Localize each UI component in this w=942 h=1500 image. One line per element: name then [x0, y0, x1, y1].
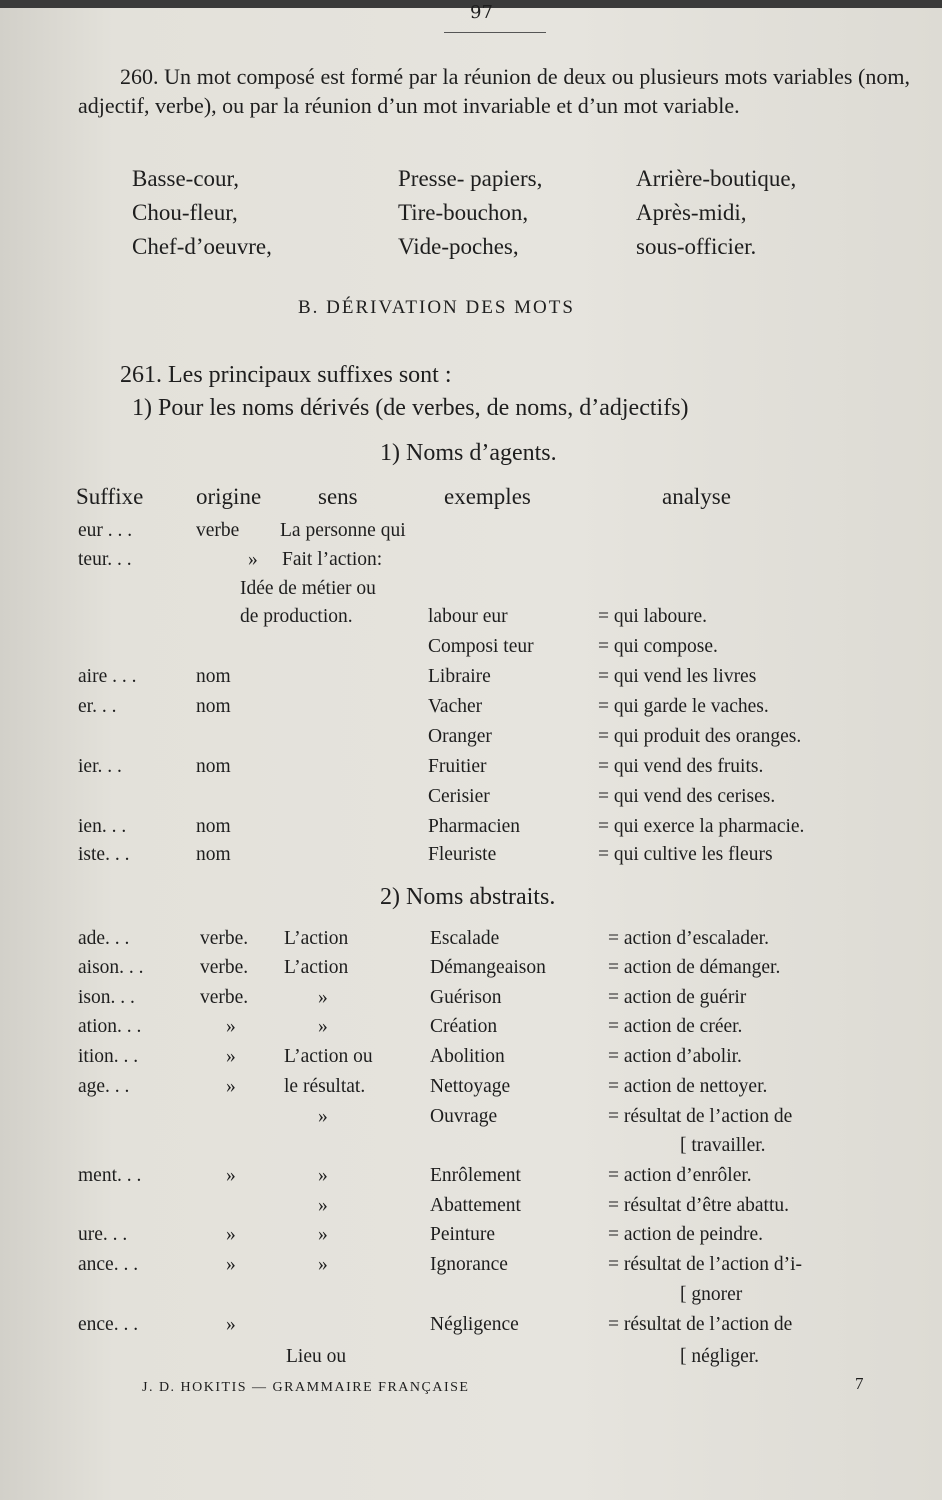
table-cell-example: Vacher [428, 696, 483, 717]
compound-example: Tire-bouchon, [398, 200, 529, 225]
table-cell-suffix: er. . . [78, 696, 117, 717]
table-cell-suffix: aire . . . [78, 666, 137, 687]
table-cell-analysis: = résultat de l’action d’i- [608, 1254, 803, 1275]
table-cell-suffix: eur . . . [78, 520, 133, 541]
table-cell-origin: » [226, 1046, 236, 1067]
table-cell-example: Libraire [428, 666, 491, 687]
table-cell-origin: » [226, 1224, 236, 1245]
table-cell-example: Fruitier [428, 756, 487, 777]
compound-example: Basse-cour, [132, 166, 240, 191]
table-cell-example: Nettoyage [430, 1076, 511, 1097]
table-cell-sense: » [318, 1254, 328, 1275]
table-cell-suffix: ison. . . [78, 987, 135, 1008]
table-cell-example: Pharmacien [428, 816, 521, 837]
paragraph-260 [78, 62, 910, 120]
table-cell-sense: L’action ou [284, 1046, 373, 1067]
page-number-rule [444, 32, 546, 33]
header-sense: sens [318, 484, 358, 509]
compound-example: Vide-poches, [398, 234, 519, 259]
table-cell-origin: » [226, 1076, 236, 1097]
compound-example: Presse- papiers, [398, 166, 543, 191]
table-cell-analysis: = qui laboure. [598, 606, 708, 627]
subsection-1-title: 1) Noms d’agents. [380, 440, 557, 466]
header-examples: exemples [444, 484, 531, 509]
table-cell-suffix: ition. . . [78, 1046, 139, 1067]
table-cell-suffix: ence. . . [78, 1314, 139, 1335]
table-cell-example: Ouvrage [430, 1106, 498, 1127]
table-cell-example: Ignorance [430, 1254, 508, 1275]
table-cell-analysis: = action de guérir [608, 987, 747, 1008]
table-cell-sense: L’action [284, 957, 349, 978]
header-origin: origine [196, 484, 262, 509]
table-cell-example: Peinture [430, 1224, 495, 1245]
table-cell-origin: » [226, 1254, 236, 1275]
table-cell-sense: » [318, 1106, 328, 1127]
table-cell-sense: » [318, 987, 328, 1008]
compound-example: sous-officier. [636, 234, 757, 259]
table-cell-example: Création [430, 1016, 498, 1037]
table-cell-sense: Fait l’action: [282, 549, 383, 570]
header-analysis: analyse [662, 484, 731, 509]
table-cell-origin: nom [196, 756, 231, 777]
table-cell-analysis: = qui vend les livres [598, 666, 757, 687]
table-cell-analysis: [ travailler. [680, 1135, 766, 1156]
table-cell-example: Cerisier [428, 786, 490, 807]
footer-sheet-number: 7 [855, 1374, 865, 1393]
table-cell-analysis: = qui cultive les fleurs [598, 844, 773, 865]
table-cell-sense: Idée de métier ou [240, 578, 376, 599]
table-cell-analysis: = qui garde le vaches. [598, 696, 769, 717]
table-cell-sense: le résultat. [284, 1076, 366, 1097]
compound-example: Chou-fleur, [132, 200, 238, 225]
table-cell-suffix: ien. . . [78, 816, 127, 837]
table-cell-analysis: = action de nettoyer. [608, 1076, 768, 1097]
table-cell-origin: » [226, 1016, 236, 1037]
table-cell-suffix: ation. . . [78, 1016, 142, 1037]
paragraph-261-sub: 1) Pour les noms dérivés (de verbes, de noms, d’adjectifs) [132, 395, 689, 421]
table-cell-sense: » [318, 1016, 328, 1037]
table-cell-sense: La personne qui [280, 520, 406, 541]
table-cell-origin: nom [196, 844, 231, 865]
table-cell-suffix: ure. . . [78, 1224, 128, 1245]
table-cell-example: Enrôlement [430, 1165, 521, 1186]
table-cell-example: Escalade [430, 928, 500, 949]
paragraph-260-text: 260. Un mot composé est formé par la réunion de deux ou plusieurs mots variables (nom, adjectif, verbe), ou par la réunion d’un mot invariable et d’un mot variable. [78, 64, 910, 118]
table-cell-analysis: = qui exerce la pharmacie. [598, 816, 805, 837]
table-cell-suffix: ment. . . [78, 1165, 142, 1186]
table-cell-analysis: = résultat d’être abattu. [608, 1195, 790, 1216]
table-cell-example: Guérison [430, 987, 502, 1008]
page-number: 97 [470, 2, 493, 23]
table-cell-analysis: [ négliger. [680, 1346, 760, 1367]
table-cell-sense: Lieu ou [286, 1346, 347, 1367]
table-cell-analysis: = action de créer. [608, 1016, 743, 1037]
table-cell-example: Oranger [428, 726, 492, 747]
table-cell-example: labour eur [428, 606, 508, 627]
table-cell-origin: verbe. [200, 957, 249, 978]
table-cell-sense: L’action [284, 928, 349, 949]
table-cell-origin: » [226, 1314, 236, 1335]
table-cell-suffix: teur. . . [78, 549, 132, 570]
table-cell-analysis: = qui produit des oranges. [598, 726, 802, 747]
compound-example: Chef-d’oeuvre, [132, 234, 272, 259]
table-cell-analysis: = action d’escalader. [608, 928, 769, 949]
table-cell-example: Démangeaison [430, 957, 546, 978]
header-suffix: Suffixe [76, 484, 144, 509]
table-cell-analysis: = résultat de l’action de [608, 1106, 793, 1127]
table-cell-origin: verbe [196, 520, 240, 541]
table-cell-sense: » [318, 1224, 328, 1245]
table-cell-suffix: ade. . . [78, 928, 130, 949]
table-cell-sense: » [318, 1195, 328, 1216]
paragraph-261: 261. Les principaux suffixes sont : [120, 362, 452, 388]
table-cell-example: Négligence [430, 1314, 519, 1335]
table-cell-origin: verbe. [200, 928, 249, 949]
table-cell-origin: nom [196, 696, 231, 717]
table-cell-analysis: = résultat de l’action de [608, 1314, 793, 1335]
table-cell-sense: de production. [240, 606, 353, 627]
table-cell-example: Fleuriste [428, 844, 497, 865]
table-cell-analysis: = action de démanger. [608, 957, 781, 978]
table-cell-analysis: = qui vend des fruits. [598, 756, 764, 777]
compound-example: Arrière-boutique, [636, 166, 797, 191]
table-cell-analysis: = action d’abolir. [608, 1046, 742, 1067]
table-cell-origin: » [248, 549, 258, 570]
table-cell-analysis: = action d’enrôler. [608, 1165, 752, 1186]
table-cell-origin: nom [196, 816, 231, 837]
table-cell-example: Abolition [430, 1046, 505, 1067]
table-cell-example: Composi teur [428, 636, 534, 657]
compound-example: Après-midi, [636, 200, 747, 225]
subsection-2-title: 2) Noms abstraits. [380, 884, 556, 910]
table-cell-sense: » [318, 1165, 328, 1186]
table-cell-suffix: ance. . . [78, 1254, 139, 1275]
table-cell-analysis: [ gnorer [680, 1284, 743, 1305]
footer-credit: J. D. HOKITIS — GRAMMAIRE FRANÇAISE [142, 1380, 470, 1395]
table-cell-origin: verbe. [200, 987, 249, 1008]
table-cell-suffix: ier. . . [78, 756, 122, 777]
table-cell-origin: » [226, 1165, 236, 1186]
table-cell-origin: nom [196, 666, 231, 687]
table-cell-example: Abattement [430, 1195, 521, 1216]
table-cell-suffix: iste. . . [78, 844, 130, 865]
table-cell-analysis: = qui vend des cerises. [598, 786, 776, 807]
section-heading: B. DÉRIVATION DES MOTS [298, 297, 575, 318]
table-cell-suffix: aison. . . [78, 957, 144, 978]
table-cell-suffix: age. . . [78, 1076, 130, 1097]
table-cell-analysis: = qui compose. [598, 636, 718, 657]
table-cell-analysis: = action de peindre. [608, 1224, 764, 1245]
